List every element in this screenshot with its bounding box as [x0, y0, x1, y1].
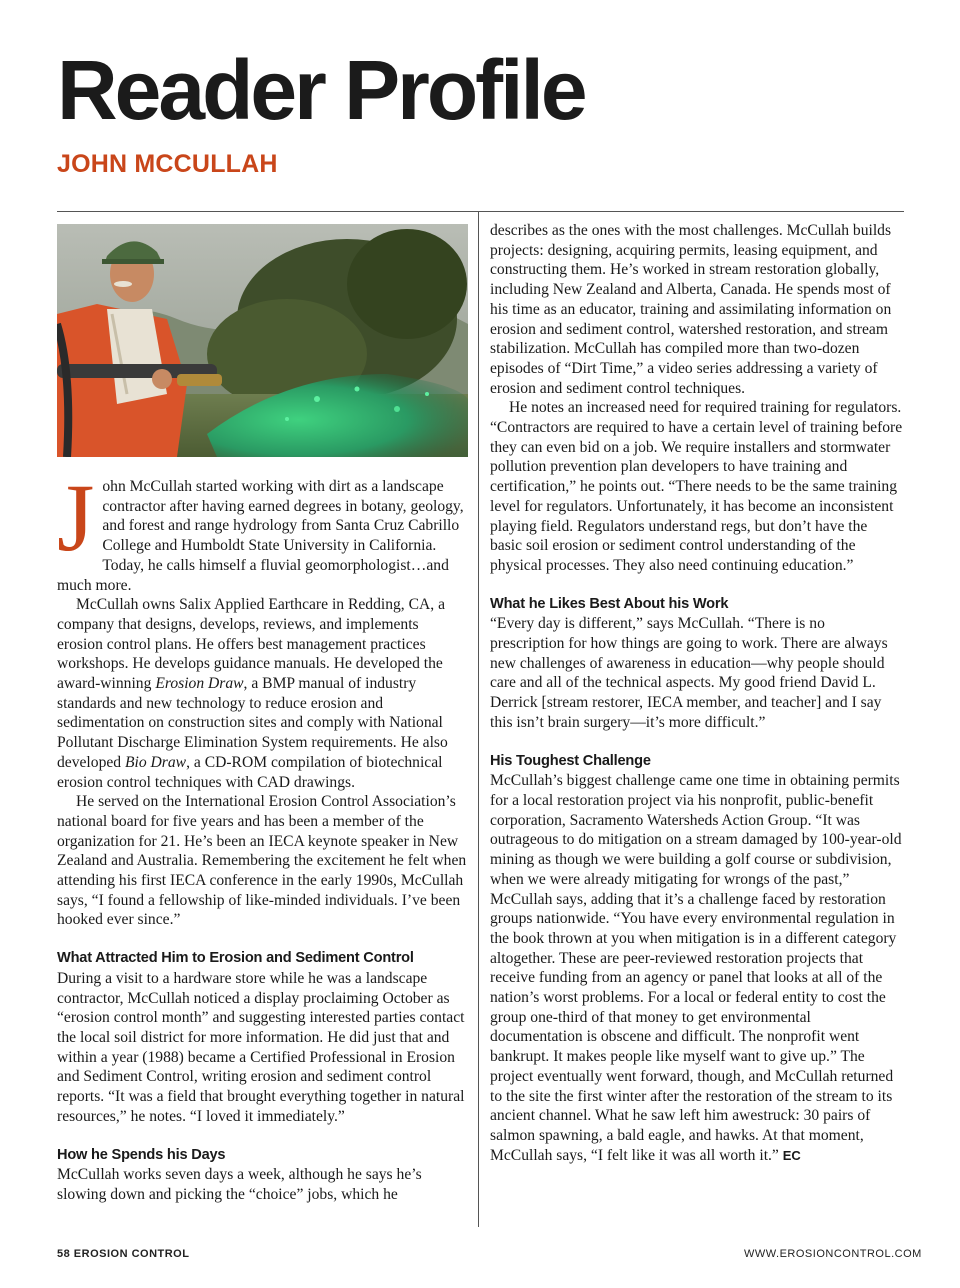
body-paragraph: During a visit to a hardware store while he was a landscape contractor, McCullah noticed a display proclaiming October as “erosion control month” and suggesting interested parties contact the local soil district for more information. He did just that and within a year (1988) became a Certified Professional in Erosion and Sediment Control, writing erosion and sediment control reports. “It was a field that brought everything together in natural resources,” he notes. “I loved it immediately.” — [57, 969, 465, 1125]
body-paragraph: McCullah owns Salix Applied Earthcare in Redding, CA, a company that designs, develops, reviews, and implements erosion control plans. He offers best management practices workshops. He develops guidance manuals. He developed the award-winning Erosion Draw, a BMP manual of industry standards and new technology to reduce erosion and sedimentation on construction sites and comply with National Pollutant Discharge Elimination System requirements. He also developed Bio Draw, a CD-ROM compilation of biotechnical erosion control techniques with CAD drawings. — [57, 596, 448, 791]
photo-man-spraying-hydroseed — [57, 224, 468, 457]
column-divider — [478, 212, 479, 1227]
body-paragraph: “Every day is different,” says McCullah. “There is no prescription for how things are going to work. There are always new challenges of awareness in education—why people should care and all of the technical aspects. My good friend David L. Derrick [stream restorer, IECA member, and teacher] and I say this isn’t brain surgery—it’s more difficult.” — [490, 615, 888, 731]
left-column — [57, 464, 467, 1205]
section-heading: His Toughest Challenge — [490, 752, 651, 769]
section-heading: How he Spends his Days — [57, 1146, 226, 1163]
page-title: Reader Profile — [57, 43, 585, 137]
section-heading: What Attracted Him to Erosion and Sediment Control — [57, 950, 414, 967]
body-paragraph: He served on the International Erosion Control Association’s national board for five years and has been a member of the organization for 21. He’s been an IECA keynote speaker in New Zealand and Australia. Remembering the excitement he felt when attending his first IECA conference in the early 1990s, McCullah says, “I found a fellowship of like-minded individuals. I’ve been hooked ever since.” — [57, 793, 467, 929]
body-paragraph: McCullah works seven days a week, although he says he’s slowing down and picking the “choice” jobs, which he — [57, 1166, 422, 1203]
profile-name: JOHN MCCULLAH — [57, 150, 278, 178]
website-url: WWW.EROSIONCONTROL.COM — [744, 1248, 922, 1260]
profile-photo — [57, 224, 468, 457]
drop-cap: J — [57, 464, 95, 571]
intro-paragraph: John McCullah started working with dirt as a landscape contractor after having earned degrees in botany, geology, and forest and range hydrology from Santa Cruz Cabrillo College and Humboldt State University in California. Today, he calls himself a fluvial geomorphologist…and much more. — [57, 464, 464, 594]
folio: 58 EROSION CONTROL — [57, 1248, 190, 1260]
book-title: Erosion Draw — [155, 675, 244, 693]
header-rule — [57, 211, 904, 212]
body-paragraph: He notes an increased need for required training for regulators. “Contractors are required to have a certain level of training before they can even bid on a job. We require installers and stormwater pollution prevention plan developers to have training and certification,” he points out. “There needs to be the same training level for regulators. Unfortunately, it has become an inconsistent playing field. Regulators understand regs, but don’t have the basic soil erosion or sediment control understanding of the physical processes. They also need continuing education.” — [490, 399, 903, 574]
body-paragraph: describes as the ones with the most challenges. McCullah builds projects: designing, acquiring permits, leasing equipment, and constructing them. He’s worked in stream restoration globally, including New Zealand and Alberta, Canada. He spends most of his time as an educator, training and assimilating information on erosion and sediment control, watershed restoration, and stream stabilization. McCullah has compiled more than two-dozen episodes of “Dirt Time,” a video series addressing a variety of erosion and sediment control techniques. — [490, 222, 892, 397]
book-title: Bio Draw — [124, 753, 187, 771]
body-paragraph: McCullah’s biggest challenge came one time in obtaining permits for a local restoration project via his nonprofit, public-benefit corporation, Sacramento Watersheds Action Group. “It was outrageous to do mitigation on a stream damaged by 100-year-old mining as though we were building a golf course or subdivision, when we were already mitigating for wrongs of the past,” McCullah says, adding that it’s a challenge faced by restoration groups nationwide. “You have every environmental regulation in the book thrown at you when mitigation is in a different category altogether. These are peer-reviewed restoration projects that receive funding from an agency or panel that looks at all of the nation’s worst problems. For a local or federal entity to cost the group one-third of that money to get environmental documentation is obscene and difficult. The nonprofit went bankrupt. It makes people like myself want to give up.” The project eventually went forward, though, and McCullah returned to the site the first winter after the restoration of the stream to its ancient channel. What he saw left him awestruck: 30 pairs of salmon spawning, a bald eagle, and hawks. At that moment, McCullah says, “I felt like it was all worth it.” EC — [490, 772, 902, 1164]
right-column — [490, 221, 903, 1165]
end-mark: EC — [782, 1147, 801, 1163]
section-heading: What he Likes Best About his Work — [490, 595, 729, 612]
